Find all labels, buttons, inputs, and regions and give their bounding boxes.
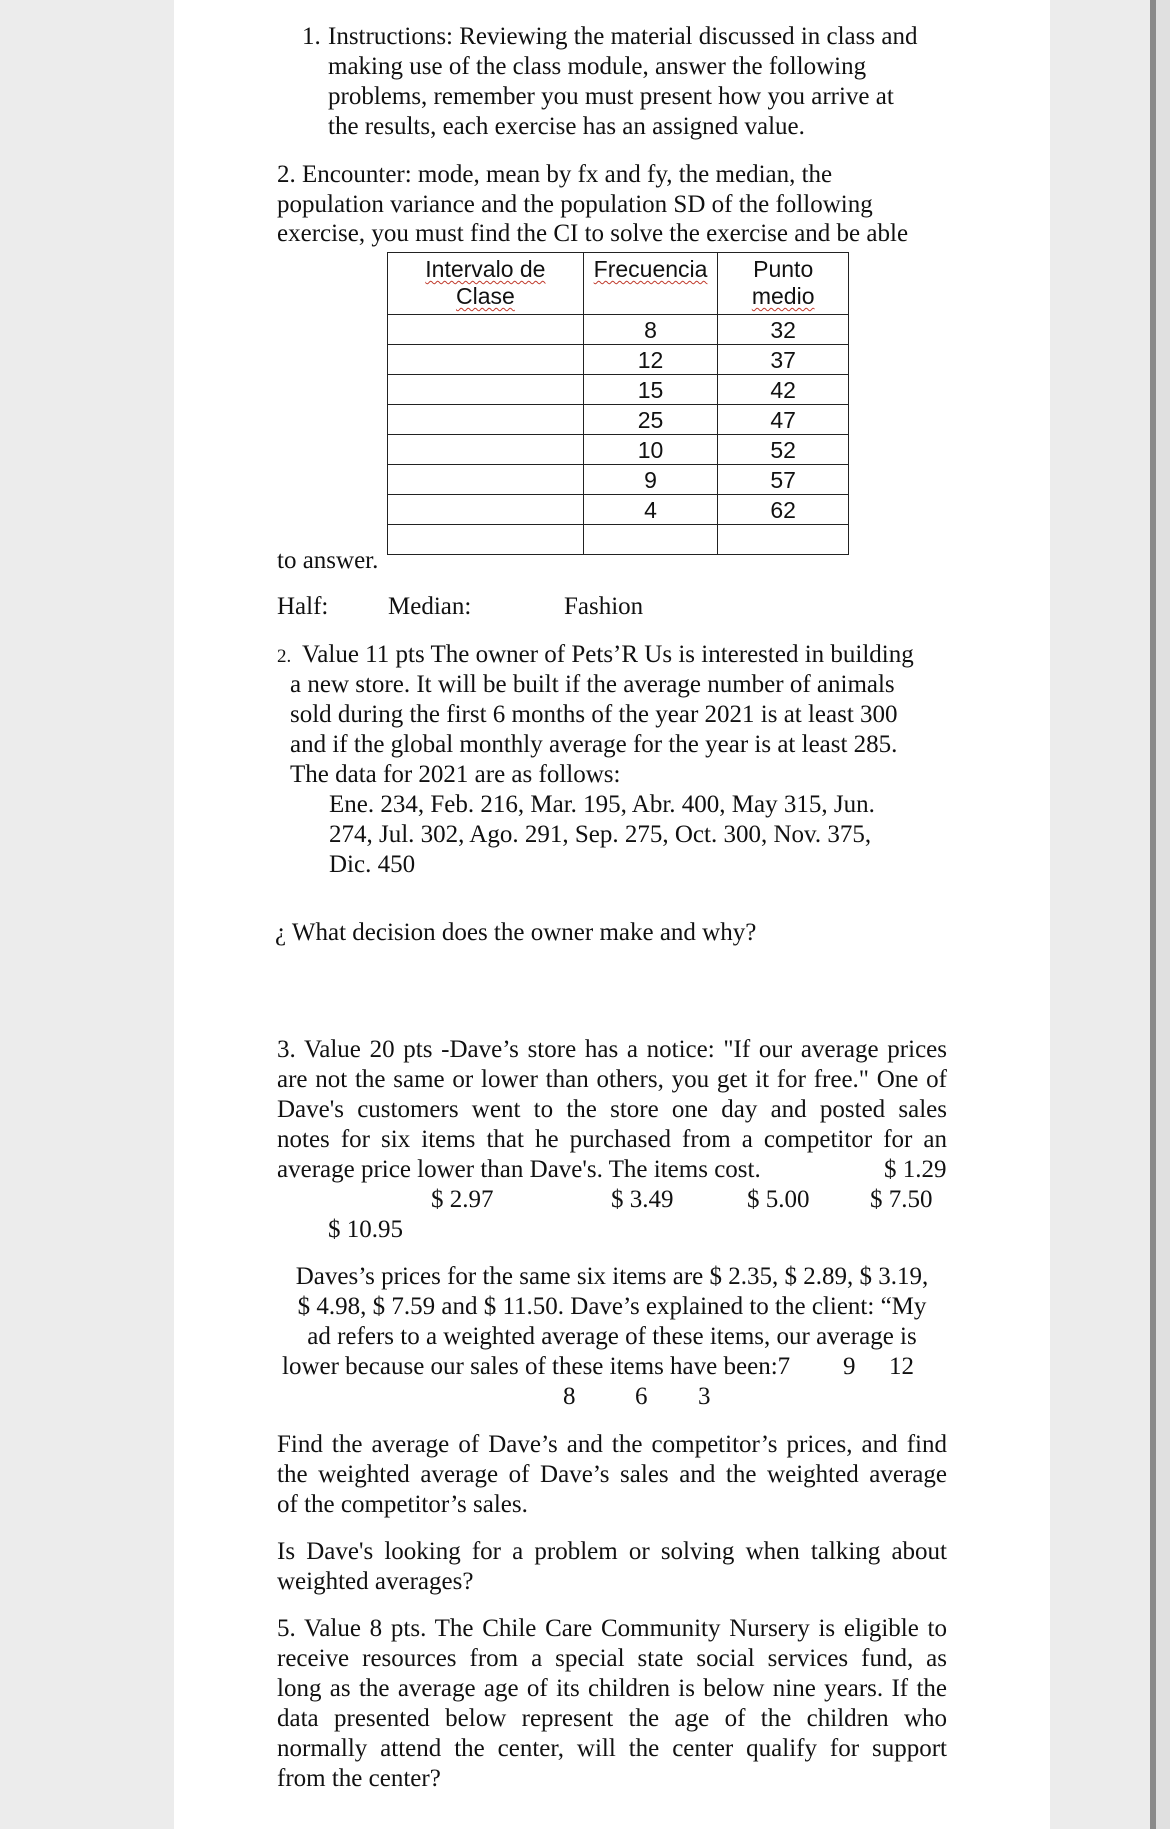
encounter-line: 2. Encounter: mode, mean by fx and fy, the median, the bbox=[277, 161, 833, 188]
item-number: 1. bbox=[302, 23, 321, 50]
problem-question: ¿ What decision does the owner make and why? bbox=[275, 919, 757, 946]
table-row: 9 57 bbox=[388, 465, 849, 495]
problem-line: and if the global monthly average for the year is at least 285. bbox=[290, 731, 898, 758]
encounter-tail: to answer. bbox=[277, 547, 379, 574]
price-value: $ 10.95 bbox=[328, 1216, 403, 1243]
table-row: 8 32 bbox=[388, 315, 849, 345]
table-row bbox=[388, 525, 849, 555]
table-row: 15 42 bbox=[388, 375, 849, 405]
frequency-table bbox=[387, 252, 849, 555]
scrollbar-gutter bbox=[1156, 0, 1170, 1829]
price-value: $ 7.50 bbox=[870, 1186, 933, 1213]
instructions-line: making use of the class module, answer the following bbox=[328, 53, 867, 80]
problem-number: 2. bbox=[277, 646, 292, 667]
sales-value: 12 bbox=[889, 1353, 914, 1380]
daves-prices-line: lower because our sales of these items have been:7 bbox=[282, 1353, 791, 1380]
header-punto-medio: Punto medio bbox=[718, 253, 849, 315]
price-value: $ 1.29 bbox=[884, 1156, 947, 1183]
problem-line: a new store. It will be built if the average number of animals bbox=[290, 671, 895, 698]
sales-value: 9 bbox=[843, 1353, 856, 1380]
table-header-row bbox=[388, 253, 849, 315]
weighted-question-paragraph: Is Dave's looking for a problem or solving when talking about weighted averages? bbox=[277, 1538, 947, 1595]
problem-3-last-line: average price lower than Dave's. The items cost. bbox=[277, 1156, 761, 1183]
sales-value: 6 bbox=[635, 1383, 648, 1410]
price-value: $ 3.49 bbox=[611, 1186, 674, 1213]
encounter-line: population variance and the population SD of the following bbox=[277, 191, 873, 218]
sales-value: 3 bbox=[698, 1383, 711, 1410]
table-row: 12 37 bbox=[388, 345, 849, 375]
sales-value: 8 bbox=[563, 1383, 576, 1410]
problem-line: sold during the first 6 months of the year 2021 is at least 300 bbox=[290, 701, 898, 728]
price-value: $ 5.00 bbox=[747, 1186, 810, 1213]
problem-line: Value 11 pts The owner of Pets’R Us is interested in building bbox=[302, 641, 914, 668]
price-value: $ 2.97 bbox=[431, 1186, 494, 1213]
monthly-data-line: Ene. 234, Feb. 216, Mar. 195, Abr. 400, May 315, Jun. bbox=[329, 791, 875, 818]
header-intervalo: Intervalo de Clase bbox=[388, 253, 584, 315]
fashion-label: Fashion bbox=[564, 593, 644, 620]
median-label: Median: bbox=[388, 593, 472, 620]
find-average-paragraph: Find the average of Dave’s and the competitor’s prices, and find the weighted average of Dave’s sales and the weighted average of the competitor’s sales. bbox=[277, 1431, 947, 1518]
problem-3-paragraph: 3. Value 20 pts -Dave’s store has a notice: "If our average prices are not the same or lower than others, you get it for free." One of Dave's customers went to the store one day and posted sales notes for six items that he purchased from a competitor for an bbox=[277, 1036, 947, 1153]
table-row: 25 47 bbox=[388, 405, 849, 435]
instructions-line: Instructions: Reviewing the material discussed in class and bbox=[328, 23, 918, 50]
problem-5-paragraph: 5. Value 8 pts. The Chile Care Community Nursery is eligible to receive resources from a special state social services fund, as long as the average age of its children is below nine years. If the data presented below represent the age of the children who normally attend the center, will the center qualify for support from the center? bbox=[277, 1615, 947, 1792]
problem-line: The data for 2021 are as follows: bbox=[290, 761, 621, 788]
half-label: Half: bbox=[277, 593, 329, 620]
instructions-line: problems, remember you must present how you arrive at bbox=[328, 83, 894, 110]
instructions-line: the results, each exercise has an assigned value. bbox=[328, 113, 805, 140]
header-frecuencia: Frecuencia bbox=[583, 253, 718, 315]
table-row: 4 62 bbox=[388, 495, 849, 525]
monthly-data-line: Dic. 450 bbox=[329, 851, 416, 878]
monthly-data-line: 274, Jul. 302, Ago. 291, Sep. 275, Oct. 300, Nov. 375, bbox=[329, 821, 872, 848]
encounter-line: exercise, you must find the CI to solve the exercise and be able bbox=[277, 220, 909, 247]
table-row: 10 52 bbox=[388, 435, 849, 465]
daves-prices-paragraph: Daves’s prices for the same six items are $ 2.35, $ 2.89, $ 3.19, $ 4.98, $ 7.59 and $ 11.50. Dave’s explained to the client: “My ad refers to a weighted average of these items, our average is bbox=[295, 1263, 929, 1350]
